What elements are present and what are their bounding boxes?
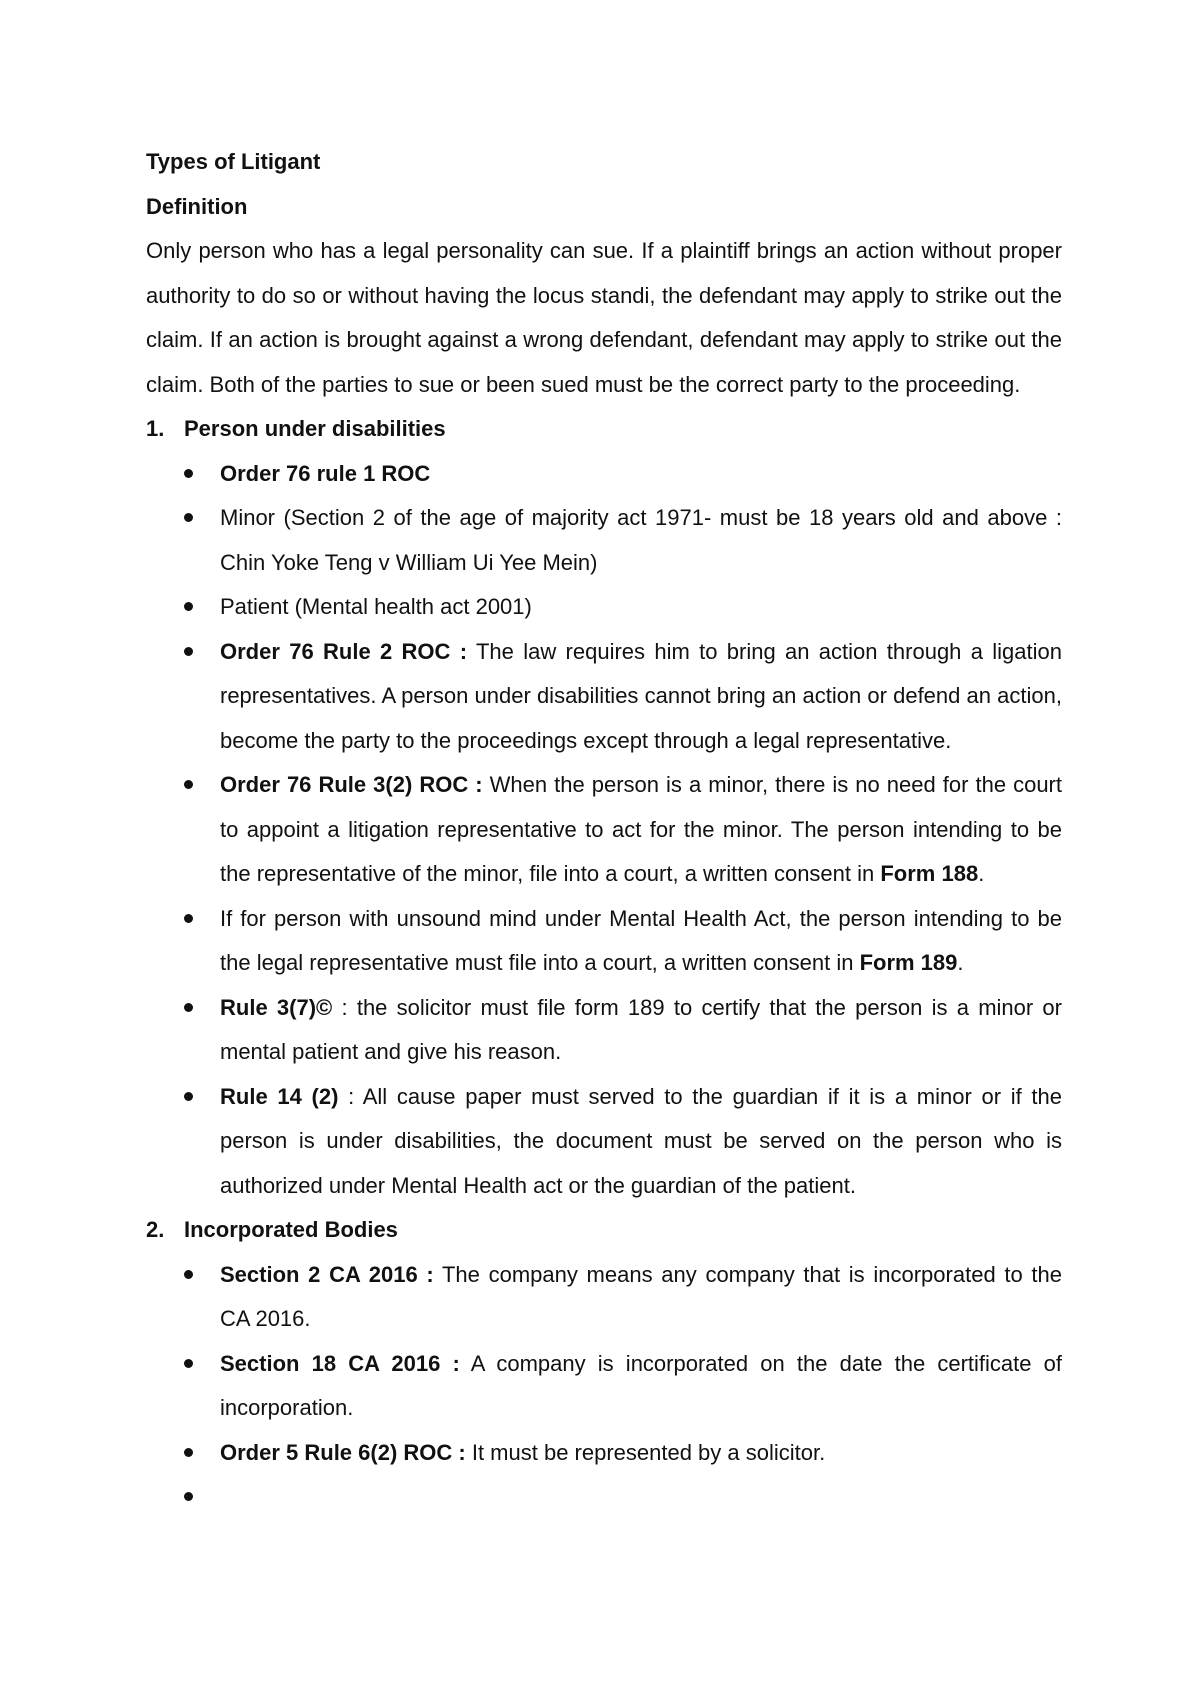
bullet-icon [184,647,193,656]
list-item [146,1253,1062,1342]
bullet-icon [184,780,193,789]
bullet-bold-text: Order 76 Rule 3(2) ROC : [220,772,483,797]
bullet-icon [184,1448,193,1457]
section-title: Incorporated Bodies [184,1217,398,1242]
bullet-list [146,452,1062,1209]
bullet-text: Minor (Section 2 of the age of majority act 1971- must be 18 years old and above : Chin Yoke Teng v William Ui Yee Mein) [220,505,1062,575]
list-item [146,1075,1062,1209]
bullet-text: When the person is a minor, there is no need for the court to appoint a litigation representative to act for the minor. The person intending to be the representative of the minor, file into a court, a written consent in [220,772,1062,886]
bullet-text: : All cause paper must served to the guardian if it is a minor or if the person is under disabilities, the document must be served on the person who is authorized under Mental Health act or the guardian of the patient. [220,1083,1062,1198]
list-item [146,452,1062,497]
bullet-icon [184,1492,193,1501]
bullet-icon [184,469,193,478]
bullet-text: : the solicitor must file form 189 to certify that the person is a minor or mental patient and give his reason. [220,994,1062,1064]
list-item [146,763,1062,897]
bullet-tail: . [978,861,985,886]
bullet-bold-tail: Form 189 [859,950,958,975]
bullet-list [146,1253,1062,1536]
bullet-text: It must be represented by a solicitor. [465,1439,826,1465]
section-number: 2. [146,1217,165,1242]
bullet-bold-text: Section 18 CA 2016 : [220,1350,460,1376]
bullet-icon [184,914,193,923]
bullet-icon [184,602,193,611]
bullet-bold-text: Order 76 Rule 2 ROC : [220,638,468,664]
bullet-icon [184,1270,193,1279]
list-item [146,1342,1062,1431]
bullet-icon [184,1359,193,1368]
list-item [146,986,1062,1075]
section-heading [146,407,1062,452]
bullet-text: If for person with unsound mind under Mental Health Act, the person intending to be the legal representative must file into a court, a written consent in [220,905,1062,975]
bullet-icon [184,1092,193,1101]
list-item [146,897,1062,986]
list-item [146,585,1062,630]
bullet-text: A company is incorporated on the date the certificate of incorporation. [220,1350,1062,1420]
definition-paragraph: Only person who has a legal personality can sue. If a plaintiff brings an action without proper authority to do so or without having the locus standi, the defendant may apply to strike out the claim. If an action is brought against a wrong defendant, defendant may apply to strike out the claim. Both of the parties to sue or been sued must be the correct party to the proceeding. [146,238,1062,397]
document-title: Types of Litigant [146,149,321,174]
bullet-icon [184,513,193,522]
bullet-bold-text: Order 5 Rule 6(2) ROC : [220,1439,466,1465]
bullet-bold-text: Rule 14 (2) [220,1083,339,1109]
bullet-text: The company means any company that is incorporated to the CA 2016. [220,1261,1062,1331]
bullet-bold-text: Rule 3(7)© [220,994,333,1020]
document-page [146,140,1062,1535]
list-item [146,630,1062,764]
list-item [146,496,1062,585]
bullet-tail: . [957,950,964,975]
section-number: 1. [146,416,165,441]
bullet-bold-text: Order 76 rule 1 ROC [220,460,431,486]
bullet-text: The law requires him to bring an action through a ligation representatives. A person under disabilities cannot bring an action or defend an action, become the party to the proceedings except through a legal representative. [220,638,1062,753]
bullet-bold-text: Section 2 CA 2016 : [220,1261,434,1287]
bullet-bold-tail: Form 188 [880,861,979,886]
definition-heading: Definition [146,193,248,219]
section-title: Person under disabilities [184,416,446,441]
bullet-text: Patient (Mental health act 2001) [220,594,532,619]
list-item [146,1431,1062,1476]
list-item [146,1475,1062,1535]
bullet-icon [184,1003,193,1012]
section-heading [146,1208,1062,1253]
